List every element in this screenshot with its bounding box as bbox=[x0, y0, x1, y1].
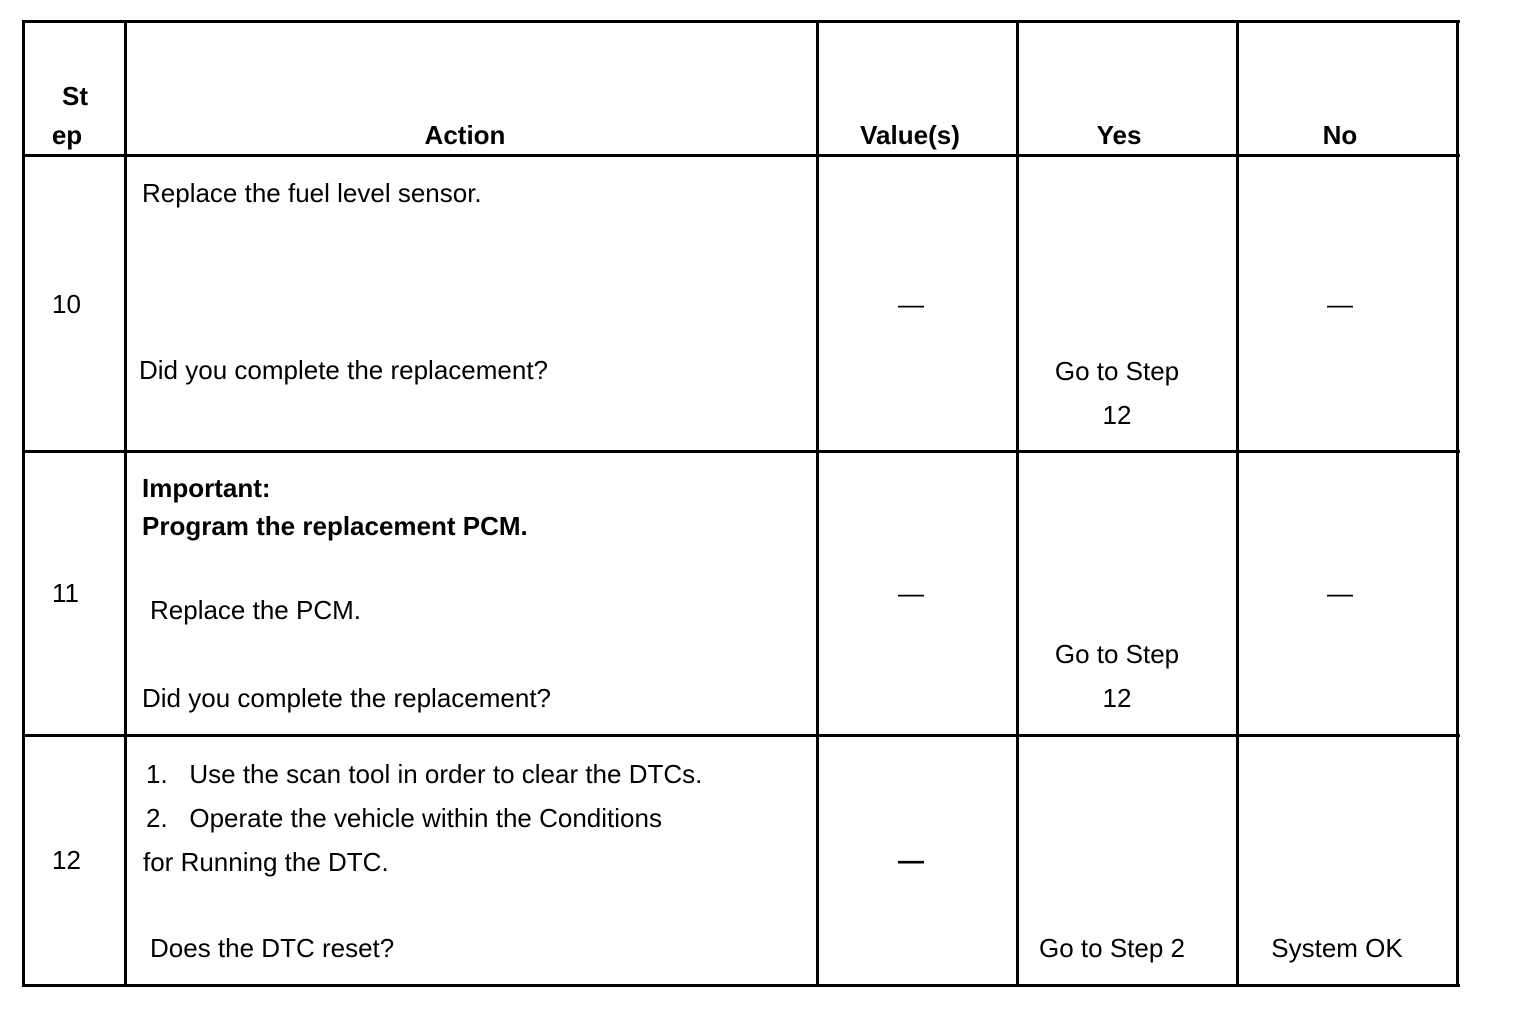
header-step-line2: ep bbox=[51, 120, 83, 150]
important-text: Program the replacement PCM. bbox=[142, 511, 528, 541]
action-question: Does the DTC reset? bbox=[150, 933, 395, 963]
action-question: Did you complete the replacement? bbox=[142, 683, 552, 713]
no-cell: System OK bbox=[1271, 933, 1403, 963]
table-border-right bbox=[1456, 20, 1459, 987]
action-list-item-continuation: for Running the DTC. bbox=[143, 847, 389, 877]
action-text: Replace the PCM. bbox=[150, 595, 361, 625]
yes-cell-line2: 12 bbox=[1102, 683, 1132, 713]
header-yes: Yes bbox=[1096, 120, 1142, 150]
yes-cell-line1: Go to Step bbox=[1054, 639, 1180, 669]
value-cell: — bbox=[898, 289, 924, 319]
header-divider bbox=[22, 154, 1460, 157]
column-divider bbox=[816, 20, 819, 987]
step-number: 10 bbox=[52, 289, 81, 319]
row-divider bbox=[22, 450, 1460, 453]
step-number: 11 bbox=[52, 578, 79, 608]
action-text: Replace the fuel level sensor. bbox=[142, 178, 482, 208]
action-question: Did you complete the replacement? bbox=[139, 355, 549, 385]
value-cell: — bbox=[898, 578, 924, 608]
step-number: 12 bbox=[52, 845, 81, 875]
table-border-left bbox=[22, 20, 25, 987]
table-border-top bbox=[22, 20, 1460, 23]
row-divider bbox=[22, 734, 1460, 737]
action-list-item: 2. Operate the vehicle within the Conditions bbox=[146, 803, 662, 833]
action-list-item: 1. Use the scan tool in order to clear the DTCs. bbox=[146, 759, 703, 789]
yes-cell-line1: Go to Step bbox=[1054, 356, 1180, 386]
yes-cell: Go to Step 2 bbox=[1039, 933, 1185, 963]
value-cell: — bbox=[898, 845, 924, 875]
no-cell: — bbox=[1327, 289, 1353, 319]
column-divider bbox=[1016, 20, 1019, 987]
important-label: Important: bbox=[142, 473, 271, 503]
header-no: No bbox=[1322, 120, 1358, 150]
no-cell: — bbox=[1327, 578, 1353, 608]
table-border-bottom bbox=[22, 984, 1460, 987]
header-step-line1: St bbox=[62, 81, 88, 111]
yes-cell-line2: 12 bbox=[1102, 400, 1132, 430]
column-divider bbox=[124, 20, 127, 987]
header-values: Value(s) bbox=[860, 120, 960, 150]
column-divider bbox=[1236, 20, 1239, 987]
header-action: Action bbox=[424, 120, 506, 150]
